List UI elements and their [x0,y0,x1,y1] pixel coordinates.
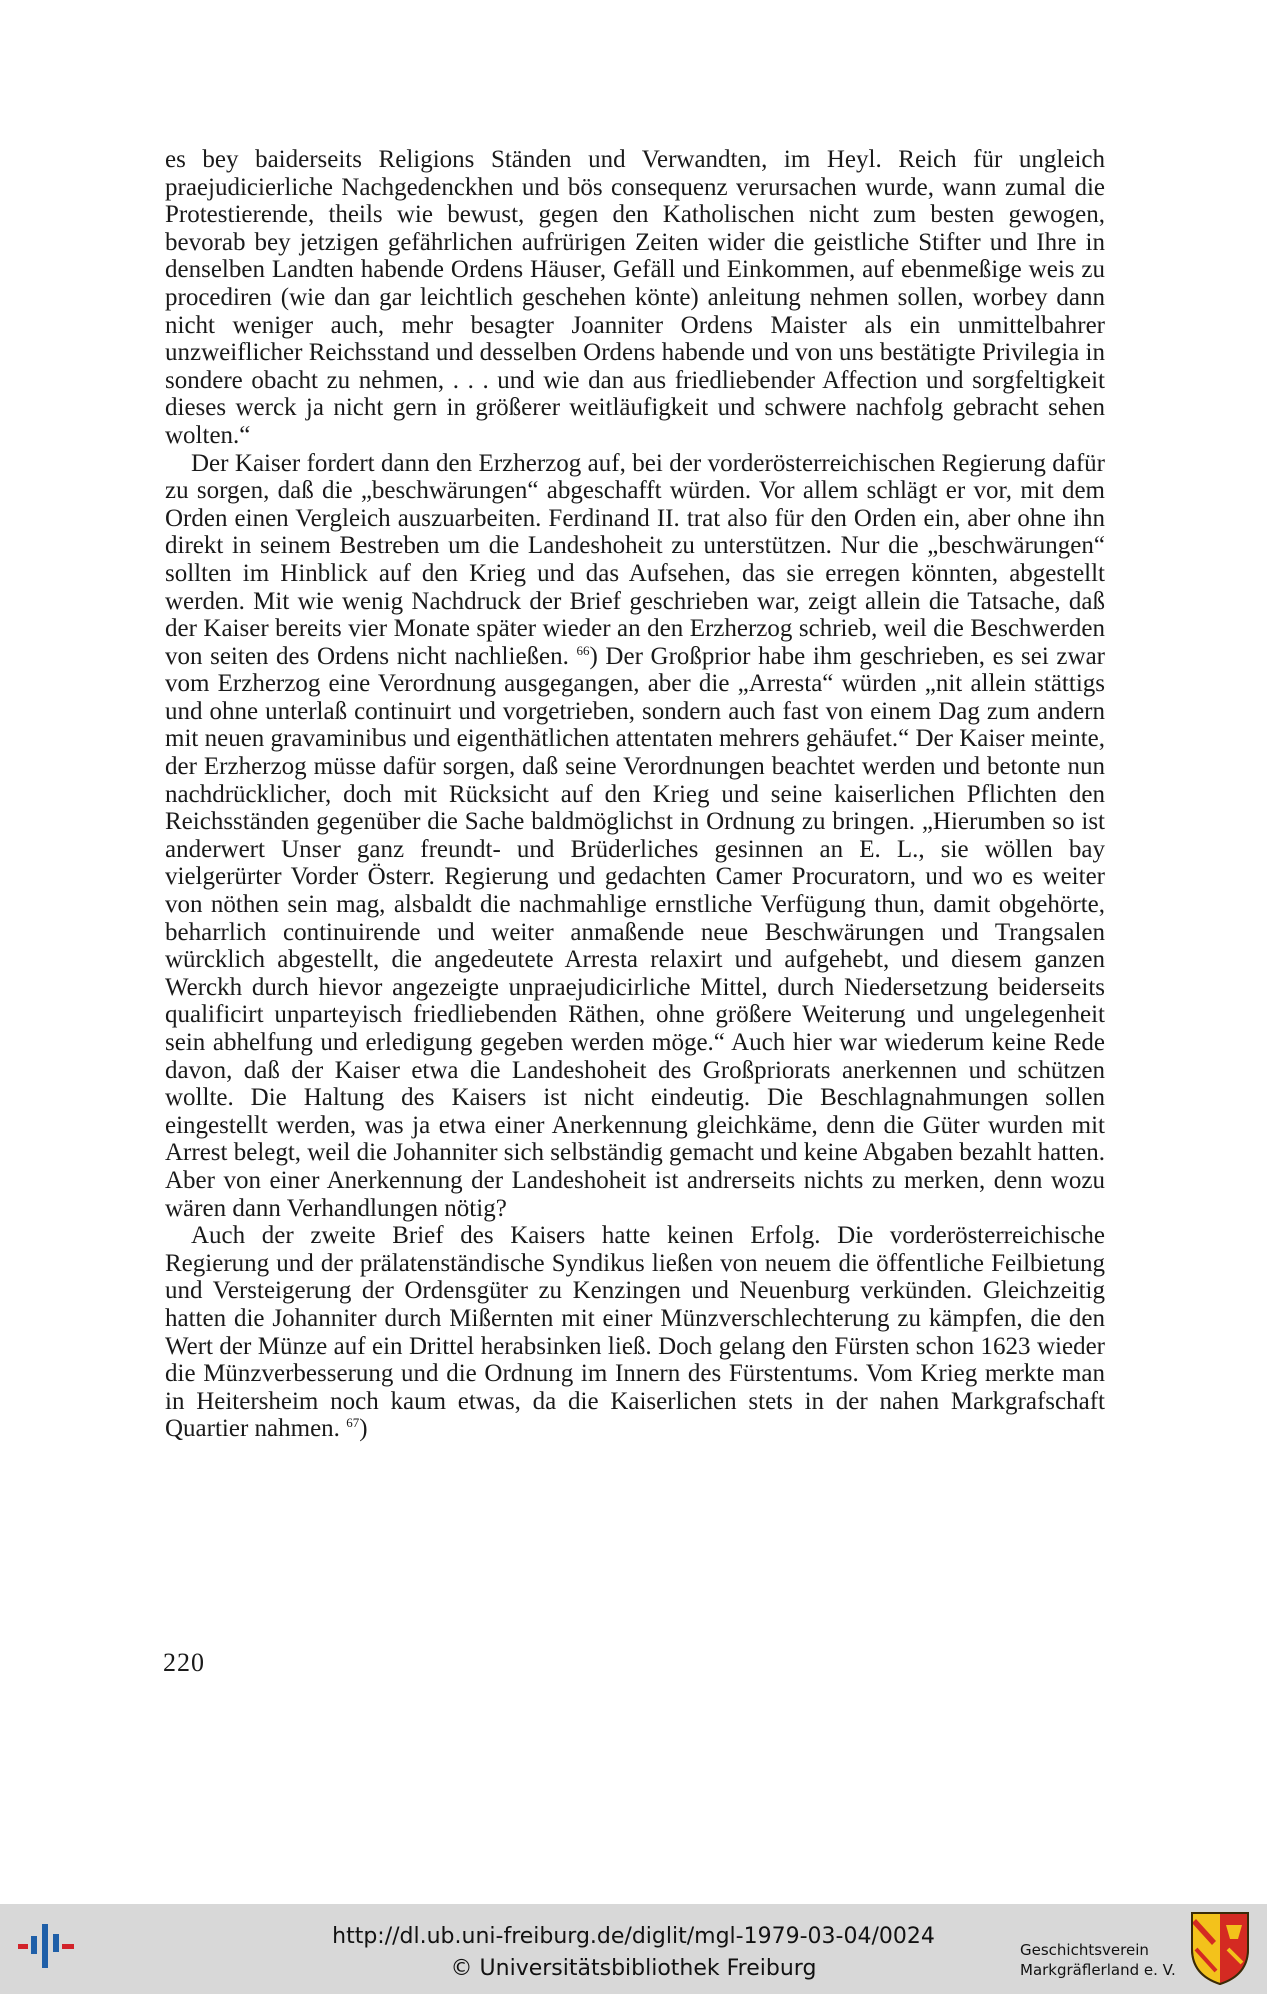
society-name [1020,1940,1176,1980]
page-number: 220 [163,1648,205,1677]
digital-copy-url[interactable]: http://dl.ub.uni-freiburg.de/diglit/mgl-1979-03-04/0024 [332,1924,935,1949]
body-text [165,146,1105,1443]
paragraph-second-letter: Auch der zweite Brief des Kaisers hatte keinen Erfolg. Die vorderösterreichische Regierung und der prälatenständische Syndikus ließen von neuem die öffentliche Feilbietung und Versteigerung der Ordensgüter zu Kenzingen und Neuenburg verkünden. Gleichzeitig hatten die Johanniter durch Mißernten mit einer Münzverschlechterung zu kämpfen, die den Wert der Münze auf ein Drittel herabsinken ließ. Doch gelang den Fürsten schon 1623 wieder die Münzverbesserung und die Ordnung im Innern des Fürstentums. Vom Krieg merkte man in Heitersheim noch kaum etwas, da die Kaiserlichen stets in der nahen Markgrafschaft Quartier nahmen. $^{67}$) [165,1222,1105,1443]
footnote-ref-66[interactable]: 66 [576,642,590,658]
society-name-line1: Geschichtsverein [1020,1941,1149,1959]
paragraph-quote-continuation: es bey baiderseits Religions Ständen und Verwandten, im Heyl. Reich für ungleich praejudicierliche Nachgedenckhen und bös consequenz verursachen wurde, wann zumal die Protestierende, theils wie bewust, gegen den Katholischen nicht zum besten gewogen, bevorab bey jetzigen gefährlichen aufrürigen Zeiten wider die geistliche Stifter und Ihre in denselben Landten habende Ordens Häuser, Gefäll und Einkommen, auf ebenmeßige weis zu procediren (wie dan gar leichtlich geschehen könte) anleitung nehmen sollen, worbey dann nicht weniger auch, mehr besagter Joanniter Ordens Maister als ein unmittelbahrer unzweiflicher Reichsstand und desselben Ordens habende und von uns bestätigte Privilegia in sondere obacht zu nehmen, . . . und wie dan aus friedliebender Affection und sorgfeltigkeit dieses werck ja nicht gern in größerer weitläufigkeit und schwere nachfolg gebracht sehen wolten.“ [165,146,1105,449]
coat-of-arms-icon [1188,1909,1252,1987]
copyright-notice: © Universitätsbibliothek Freiburg [450,1956,817,1981]
society-name-line2: Markgräflerland e. V. [1020,1961,1176,1979]
paragraph-kaiser-letter: Der Kaiser fordert dann den Erzherzog auf, bei der vorderösterreichischen Regierung dafür zu sorgen, daß die „beschwärungen“ abgeschafft würden. Vor allem schlägt er vor, mit dem Orden einen Vergleich auszuarbeiten. Ferdinand II. trat also für den Orden ein, aber ohne ihn direkt in seinem Bestreben um die Landeshoheit zu unterstützen. Nur die „beschwärungen“ sollten im Hinblick auf den Krieg und das Aufsehen, das sie erregen könnten, abgestellt werden. Mit wie wenig Nachdruck der Brief geschrieben war, zeigt allein die Tatsache, daß der Kaiser bereits vier Monate später wieder an den Erzherzog schrieb, weil die Beschwerden von seiten des Ordens nicht nachließen. $^{66}$) Der Großprior habe ihm geschrieben, es sei zwar vom Erzherzog eine Verordnung ausgegangen, aber die „Arresta“ würden „nit allein stättigs und ohne unterlaß continuirt und vorgetrieben, sondern auch fast von einem Dag zum andern mit neuen gravaminibus und eigenthätlichen attentaten mehrers gehäufet.“ Der Kaiser meinte, der Erzherzog müsse dafür sorgen, daß seine Verordnungen beachtet werden und betonte nun nachdrücklicher, doch mit Rücksicht auf den Krieg und seine kaiserlichen Pflichten den Reichsständen gegenüber die Sache baldmöglichst in Ordnung zu bringen. „Hierumben so ist anderwert Unser ganz freundt- und Brüderliches gesinnen an E. L., sie wöllen bay vielgerürter Vorder Österr. Regierung und gedachten Camer Procuratorn, und wo es weiter von nöthen sein mag, alsbaldt die nachmahlige ernstliche Verfügung thun, damit obgehörte, beharrlich continuirende und weiter anmaßende neue Beschwärungen und Trangsalen würcklich abgestellt, die angedeutete Arresta relaxirt und aufgehebt, und diesem ganzen Werckh durch hievor angezeigte unpraejudicirliche Mittel, durch Niedersetzung beiderseits qualificirt unparteyisch friedliebenden Räthen, ohne größere Weiterung und ungelegenheit sein abhelfung und erledigung gegeben werden möge.“ Auch hier war wiederum keine Rede davon, daß der Kaiser etwa die Landeshoheit des Großpriorats anerkennen und schützen wollte. Die Haltung des Kaisers ist nicht eindeutig. Die Beschlagnahmungen sollen eingestellt werden, was ja etwa einer Anerkennung gleichkäme, denn die Güter wurden mit Arrest belegt, weil die Johanniter sich selbständig gemacht und keine Abgaben bezahlt hatten. Aber von einer Anerkennung der Landeshoheit ist andrerseits nichts zu merken, denn wozu wären dann Verhandlungen nötig? [165,449,1106,1222]
footnote-ref-67[interactable]: 67 [346,1415,360,1431]
footer-bar [0,1904,1267,1994]
